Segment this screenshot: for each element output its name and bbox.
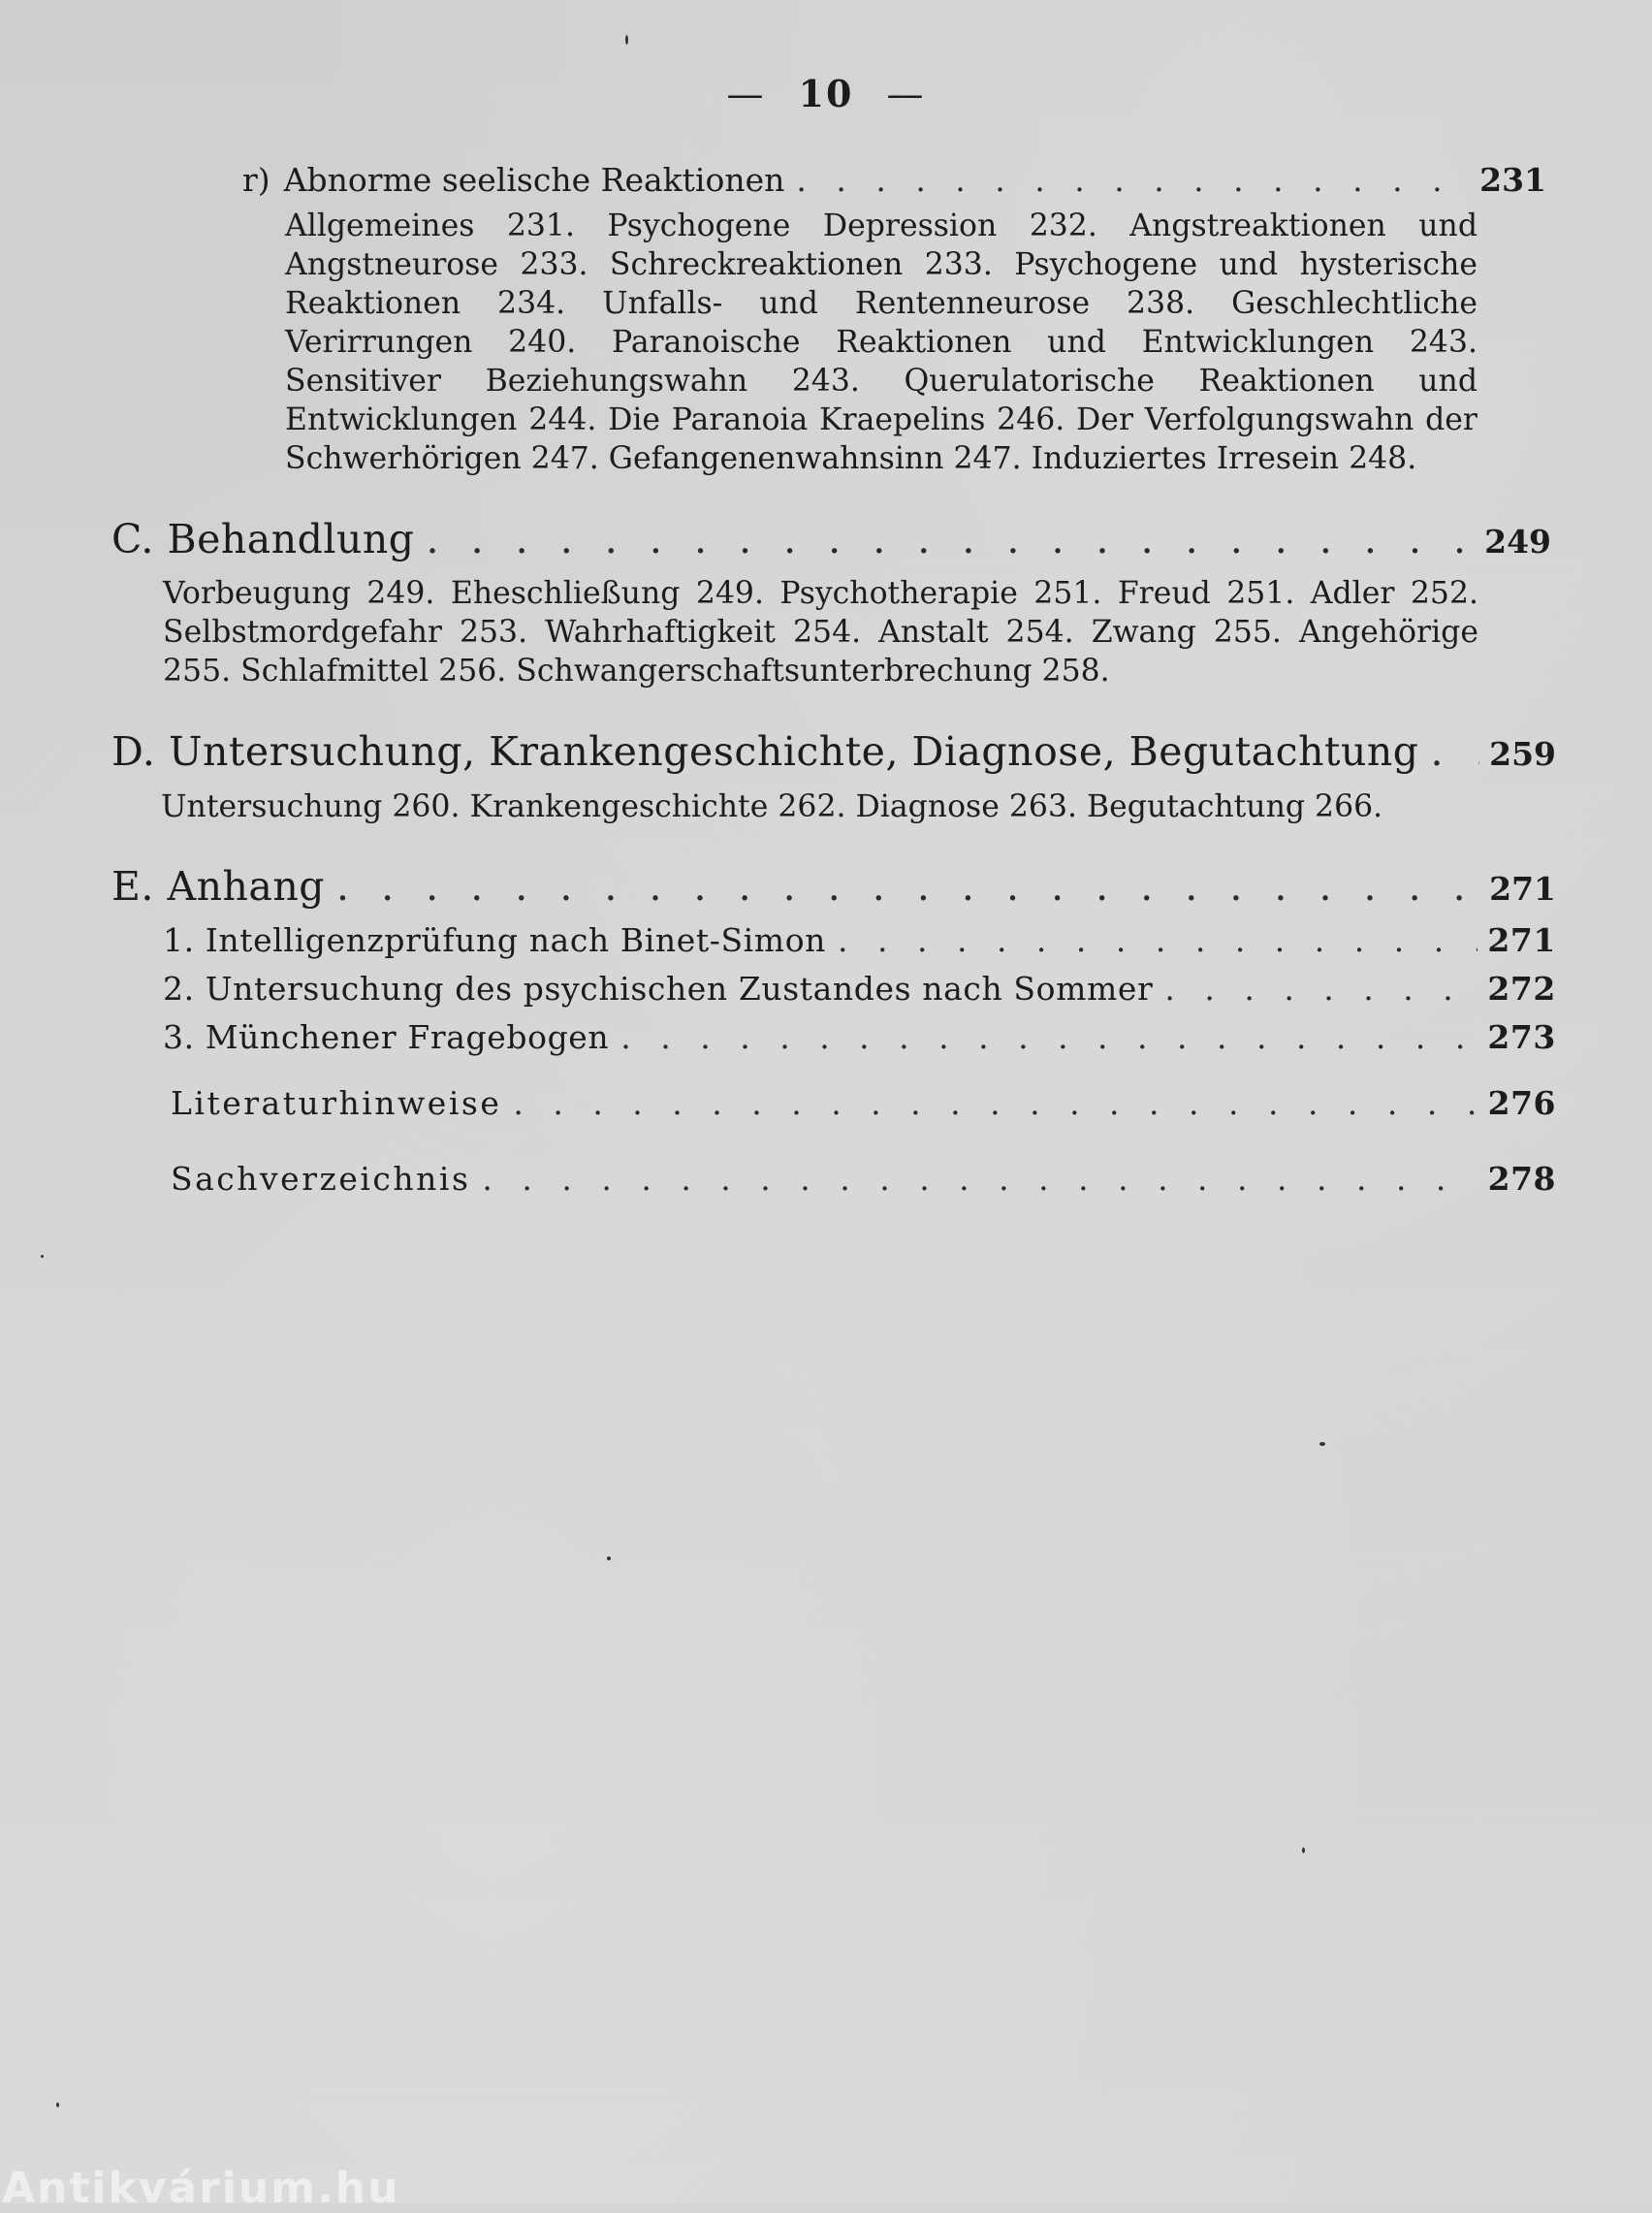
- toc-subentry-title: 3. Münchener Fragebogen: [163, 1018, 610, 1056]
- dot-leader: [1431, 728, 1480, 775]
- toc-entry-title: Literaturhinweise: [171, 1084, 502, 1122]
- toc-entry-sachverzeichnis[interactable]: [171, 1160, 1556, 1198]
- toc-section-behandlung[interactable]: [111, 516, 1551, 562]
- dot-leader: [482, 1160, 1477, 1198]
- toc-subentry-muenchener[interactable]: [163, 1018, 1556, 1056]
- paper-speck: [41, 1255, 44, 1258]
- page-header: [0, 72, 1652, 115]
- dot-leader: [796, 161, 1470, 199]
- watermark: Antikvárium.hu: [2, 2164, 400, 2213]
- toc-section-anhang[interactable]: [111, 863, 1556, 910]
- dot-leader: [513, 1084, 1477, 1122]
- toc-section-title: D. Untersuchung, Krankengeschichte, Diagnose, Begutachtung: [111, 728, 1419, 775]
- dot-leader: [1164, 970, 1477, 1008]
- paper-speck: [1319, 1442, 1325, 1446]
- toc-entry-literaturhinweise[interactable]: [171, 1084, 1556, 1122]
- toc-entry-page: 231: [1479, 161, 1546, 199]
- toc-entry-description: Allgemeines 231. Psychogene Depression 232. Angstreaktionen und Angstneurose 233. Schreckreaktionen 233. Psychogene und hysterische Reaktionen 234. Unfalls- und Rentenneurose 238. Geschlechtliche Verirrungen 240. Paranoische Reaktionen und Entwicklungen 243. Sensitiver Beziehungswahn 243. Querulatorische Reaktionen und Entwicklungen 244. Die Paranoia Kraepelins 246. Der Verfolgungswahn der Schwerhörigen 247. Gefangenenwahnsinn 247. Induziertes Irresein 248.: [285, 208, 1477, 476]
- toc-subentry-page: 271: [1487, 921, 1556, 959]
- dot-leader: [838, 921, 1477, 959]
- header-dash-right: —: [886, 73, 926, 115]
- toc-section-title: C. Behandlung: [111, 516, 415, 562]
- paper-speck: [1302, 1847, 1305, 1853]
- paper-speck: [625, 35, 628, 45]
- toc-section-untersuchung[interactable]: [111, 728, 1556, 775]
- toc-entry-title: Sachverzeichnis: [171, 1160, 471, 1198]
- toc-entry-title: [242, 161, 784, 199]
- toc-subentry-title: 1. Intelligenzprüfung nach Binet-Simon: [163, 921, 827, 959]
- dot-leader: [336, 863, 1479, 910]
- toc-section-page: 249: [1484, 523, 1551, 561]
- toc-section-description: Vorbeugung 249. Eheschließung 249. Psychotherapie 251. Freud 251. Adler 252. Selbstmordgefahr 253. Wahrhaftigkeit 254. Anstalt 254. Zwang 255. Angehörige 255. Schlafmittel 256. Schwangerschaftsunterbrechung 258.: [163, 576, 1478, 689]
- toc-section-page: 271: [1489, 870, 1556, 908]
- toc-section-description: Untersuchung 260. Krankengeschichte 262. Diagnose 263. Begutachtung 266.: [161, 789, 1383, 824]
- dot-leader: [620, 1018, 1477, 1056]
- toc-section-page: 259: [1489, 735, 1556, 773]
- toc-subentry-page: 273: [1487, 1018, 1556, 1056]
- toc-section-title: E. Anhang: [111, 863, 326, 910]
- header-dash-left: —: [726, 73, 766, 115]
- paper-speck: [607, 1556, 611, 1560]
- toc-subentry-title: 2. Untersuchung des psychischen Zustandes nach Sommer: [163, 970, 1154, 1008]
- paper-speck: [56, 2102, 59, 2107]
- toc-entry-marker: r): [242, 161, 270, 199]
- toc-entry-page: 278: [1487, 1160, 1556, 1198]
- toc-subentry-binet-simon[interactable]: [163, 921, 1556, 959]
- toc-entry-abnorme-reaktionen[interactable]: [242, 161, 1546, 199]
- dot-leader: [427, 516, 1476, 562]
- toc-entry-page: 276: [1487, 1084, 1556, 1122]
- toc-subentry-sommer[interactable]: [163, 970, 1556, 1008]
- toc-entry-title-text: Abnorme seelische Reaktionen: [283, 161, 785, 199]
- page-number: 10: [798, 72, 854, 115]
- toc-subentry-page: 272: [1487, 970, 1556, 1008]
